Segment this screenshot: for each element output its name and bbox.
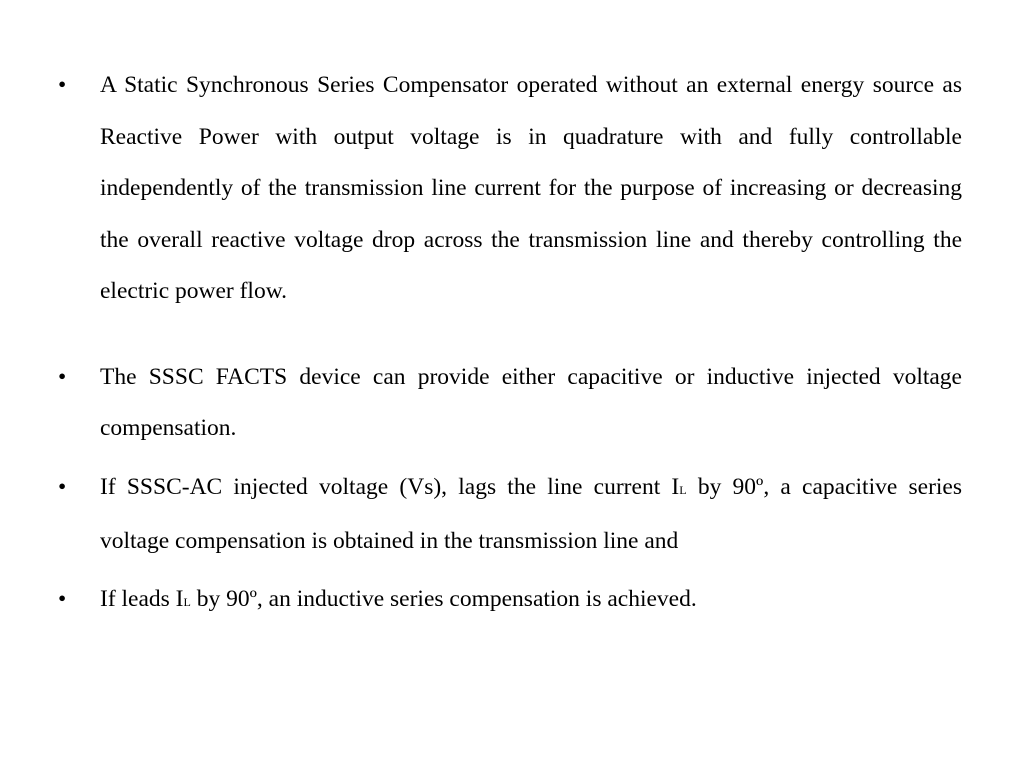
bullet-list (0, 60, 1024, 628)
bullet-text-after: by 90º, an inductive series compensation is achieved. (190, 585, 697, 612)
bullet-item-compensation-types (0, 352, 1024, 455)
bullet-text: A Static Synchronous Series Compensator operated without an external energy source as Reactive Power with output voltage is in quadrature with and fully controllable independently of the transmission line current for the purpose of increasing or decreasing the overall reactive voltage drop across the transmission line and thereby controlling the electric power flow. (100, 72, 962, 304)
bullet-item-leading-case (0, 574, 1024, 629)
bullet-icon: • (58, 363, 67, 390)
bullet-text-after: by 90º, a capacitive series voltage compensation is obtained in the transmission line and (100, 473, 962, 554)
bullet-text-before: If leads I (100, 585, 184, 612)
subscript-l: L (183, 594, 191, 609)
bullet-icon: • (58, 585, 67, 612)
bullet-item-sssc-definition (0, 60, 1024, 318)
bullet-item-lagging-case (0, 462, 1024, 568)
bullet-icon: • (58, 473, 67, 500)
bullet-text: The SSSC FACTS device can provide either capacitive or inductive injected voltage compensation. (100, 363, 962, 441)
subscript-l: L (679, 482, 687, 497)
bullet-text-before: If SSSC-AC injected voltage (Vs), lags the line current I (100, 473, 680, 500)
bullet-icon: • (58, 72, 67, 98)
